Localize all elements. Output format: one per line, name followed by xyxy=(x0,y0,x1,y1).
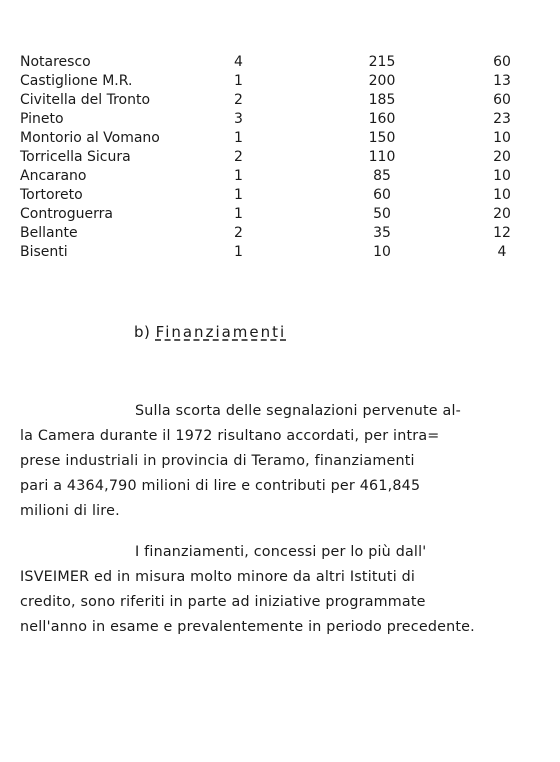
paragraph-line: I finanziamenti, concessi per lo più dall' xyxy=(135,544,427,560)
paragraph-financing-summary xyxy=(20,399,540,524)
municipality-name: Notaresco xyxy=(20,54,91,70)
municipality-name: Pineto xyxy=(20,111,64,127)
municipality-name: Tortoreto xyxy=(20,187,83,203)
municipality-name: Ancarano xyxy=(20,168,87,184)
paragraph-line: nell'anno in esame e prevalentemente in periodo precedente. xyxy=(20,619,475,635)
value-one: 215 xyxy=(368,54,396,70)
municipality-name: Castiglione M.R. xyxy=(20,73,133,89)
value-two: 20 xyxy=(493,149,511,165)
table-row xyxy=(20,53,540,72)
value-one: 60 xyxy=(373,187,391,203)
table-row xyxy=(20,243,540,262)
section-marker: b) xyxy=(134,323,151,341)
paragraph-line: credito, sono riferiti in parte ad iniziative programmate xyxy=(20,594,426,610)
value-one: 85 xyxy=(373,168,391,184)
table-row xyxy=(20,110,540,129)
value-one: 160 xyxy=(368,111,396,127)
value-two: 12 xyxy=(493,225,511,241)
value-two: 23 xyxy=(493,111,511,127)
count-value: 1 xyxy=(234,130,243,146)
paragraph-line: la Camera durante il 1972 risultano accordati, per intra= xyxy=(20,428,440,444)
count-value: 2 xyxy=(234,92,243,108)
municipality-name: Torricella Sicura xyxy=(20,149,131,165)
count-value: 1 xyxy=(234,244,243,260)
value-two: 10 xyxy=(493,130,511,146)
value-two: 10 xyxy=(493,187,511,203)
municipality-name: Montorio al Vomano xyxy=(20,130,160,146)
value-two: 20 xyxy=(493,206,511,222)
section-heading xyxy=(134,323,286,341)
count-value: 1 xyxy=(234,73,243,89)
value-one: 110 xyxy=(368,149,396,165)
value-two: 60 xyxy=(493,92,511,108)
paragraph-financing-sources xyxy=(20,540,540,640)
count-value: 3 xyxy=(234,111,243,127)
table-row xyxy=(20,148,540,167)
table-row xyxy=(20,72,540,91)
count-value: 2 xyxy=(234,225,243,241)
value-one: 185 xyxy=(368,92,396,108)
value-one: 10 xyxy=(373,244,391,260)
table-row xyxy=(20,167,540,186)
municipality-name: Controguerra xyxy=(20,206,113,222)
table-row xyxy=(20,186,540,205)
paragraph-line: prese industriali in provincia di Teramo, finanziamenti xyxy=(20,453,415,469)
paragraph-line: ISVEIMER ed in misura molto minore da altri Istituti di xyxy=(20,569,416,585)
count-value: 1 xyxy=(234,168,243,184)
table-row xyxy=(20,205,540,224)
count-value: 1 xyxy=(234,206,243,222)
paragraph-line: Sulla scorta delle segnalazioni pervenute al- xyxy=(135,403,462,419)
municipality-name: Civitella del Tronto xyxy=(20,92,151,108)
value-two: 60 xyxy=(493,54,511,70)
count-value: 4 xyxy=(234,54,243,70)
value-one: 50 xyxy=(373,206,391,222)
value-two: 13 xyxy=(493,73,511,89)
value-two: 4 xyxy=(497,244,507,260)
count-value: 1 xyxy=(234,187,243,203)
table-row xyxy=(20,91,540,110)
value-one: 150 xyxy=(368,130,396,146)
municipality-name: Bellante xyxy=(20,225,78,241)
municipality-name: Bisenti xyxy=(20,244,68,260)
table-row xyxy=(20,129,540,148)
table-row xyxy=(20,224,540,243)
municipality-table xyxy=(20,53,540,262)
value-one: 200 xyxy=(368,73,396,89)
value-two: 10 xyxy=(493,168,511,184)
section-title: Finanziamenti xyxy=(155,323,287,341)
count-value: 2 xyxy=(234,149,243,165)
paragraph-line: milioni di lire. xyxy=(20,503,120,519)
paragraph-line: pari a 4364,790 milioni di lire e contributi per 461,845 xyxy=(20,478,421,494)
value-one: 35 xyxy=(373,225,391,241)
